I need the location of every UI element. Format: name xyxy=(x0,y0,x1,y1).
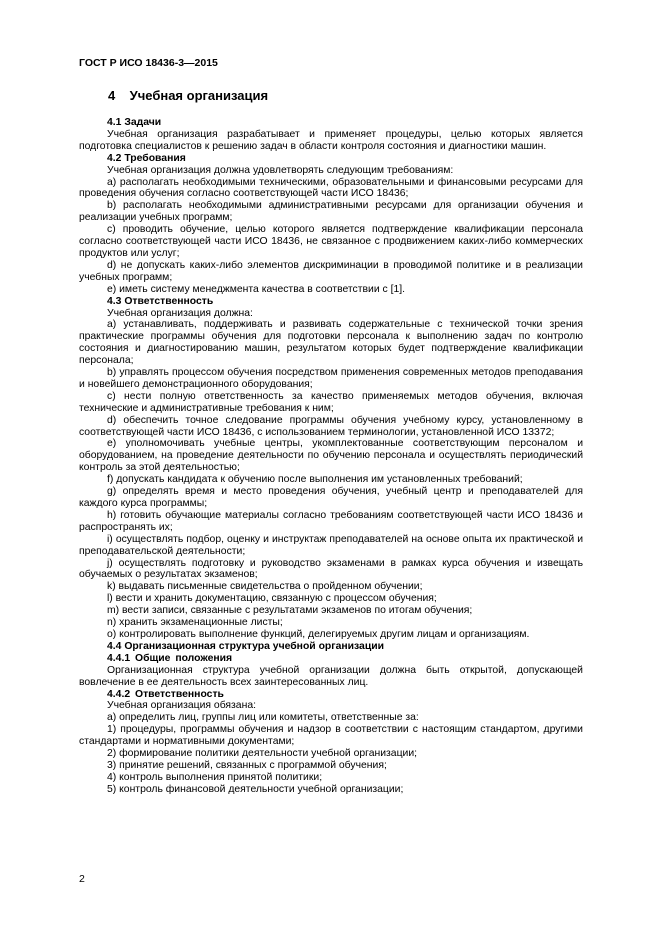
chapter-number: 4 xyxy=(108,88,116,103)
paragraph: d) обеспечить точное следование программы обучения учебному курсу, установленному в соответствующей части ИСО 18436, с использованием терминологии, установленной ИСО 13372; xyxy=(79,414,583,438)
paragraph: 2) формирование политики деятельности учебной организации; xyxy=(107,748,418,760)
paragraph: Учебная организация разрабатывает и применяет процедуры, целью которых является подготовка специалистов к решению задач в области контроля состояния и диагностики машин. xyxy=(79,128,583,152)
paragraph: f) допускать кандидата к обучению после выполнения им установленных требований; xyxy=(107,474,523,486)
paragraph: j) осуществлять подготовку и руководство экзаменами в рамках курса обучения и извещать обучаемых о результатах экзаменов; xyxy=(79,557,583,581)
paragraph: l) вести и хранить документацию, связанную с процессом обучения; xyxy=(107,593,437,605)
paragraph: Учебная организация обязана: xyxy=(107,700,256,712)
chapter-title xyxy=(108,88,268,103)
section-heading: 4.1 Задачи xyxy=(107,117,162,128)
paragraph: 1) процедуры, программы обучения и надзор в соответствии с настоящим стандартом, другими стандартами и нормативными документами; xyxy=(79,724,583,748)
paragraph: а) располагать необходимыми техническими, образовательными и финансовыми ресурсами для проведения обучения согласно соответствующей части ИСО 18436; xyxy=(79,176,583,200)
section-heading: 4.4.1 Общие положения xyxy=(107,652,233,664)
paragraph: k) выдавать письменные свидетельства о пройденном обучении; xyxy=(107,581,423,593)
paragraph: Учебная организация должна удовлетворять следующим требованиям: xyxy=(107,164,454,176)
paragraph: h) готовить обучающие материалы согласно требованиям соответствующей части ИСО 18436 и распространять их; xyxy=(79,509,583,533)
paragraph: c) нести полную ответственность за качество применяемых методов обучения, включая технические и административные требования к ним; xyxy=(79,390,583,414)
paragraph: o) контролировать выполнение функций, делегируемых другим лицам и организациям. xyxy=(107,628,530,640)
paragraph: i) осуществлять подбор, оценку и инструктаж преподавателей на основе опыта их практической и преподавательской деятельности; xyxy=(79,533,583,557)
paragraph: а) устанавливать, поддерживать и развивать содержательные с технической точки зрения практические программы обучения для подготовки персонала к выполнению задач по контролю состояния и диагностированию машин, результатом которых будет подтверждение квалификации персонала; xyxy=(79,319,583,367)
paragraph: b) управлять процессом обучения посредством применения современных методов преподавания и новейшего демонстрационного оборудования; xyxy=(79,367,583,390)
paragraph: c) проводить обучение, целью которого является подтверждение квалификации персонала согласно соответствующей части ИСО 18436, не связанное с продвижением каких-либо коммерческих продуктов или услуг; xyxy=(79,224,583,259)
paragraph: 4) контроль выполнения принятой политики; xyxy=(107,771,323,783)
paragraph: n) хранить экзаменационные листы; xyxy=(107,617,283,629)
paragraph: а) определить лиц, группы лиц или комитеты, ответственные за: xyxy=(107,712,419,724)
document-body xyxy=(79,117,583,796)
paragraph: 5) контроль финансовой деятельности учебной организации; xyxy=(107,783,404,795)
paragraph: e) иметь систему менеджмента качества в соответствии с [1]. xyxy=(107,283,406,295)
section-heading: 4.3 Ответственность xyxy=(107,295,214,307)
paragraph: m) вести записи, связанные с результатами экзаменов по итогам обучения; xyxy=(107,605,473,617)
paragraph: g) определять время и место проведения обучения, учебный центр и преподавателей для каждого курса программы; xyxy=(79,486,583,509)
paragraph: e) уполномочивать учебные центры, укомплектованные соответствующим персоналом и оборудованием, на проведение деятельности по обучению персонала и осуществлять периодический контроль за этой деятельностью; xyxy=(79,438,583,474)
chapter-title-text: Учебная организация xyxy=(129,88,269,103)
page-number: 2 xyxy=(79,873,85,885)
section-heading: 4.4.2 Ответственность xyxy=(107,688,224,700)
section-heading: 4.4 Организационная структура учебной организации xyxy=(107,640,385,652)
paragraph: b) располагать необходимыми административными ресурсами для организации обучения и реализации учебных программ; xyxy=(79,200,583,224)
paragraph: d) не допускать каких-либо элементов дискриминации в проводимой политике и в реализации учебных программ; xyxy=(79,259,583,283)
paragraph: Учебная организация должна: xyxy=(107,307,253,319)
paragraph: 3) принятие решений, связанных с программой обучения; xyxy=(107,759,387,771)
paragraph: Организационная структура учебной организации должна быть открытой, допускающей вовлечение в ее деятельность всех заинтересованных лиц. xyxy=(79,664,583,688)
document-header: ГОСТ Р ИСО 18436-3—2015 xyxy=(79,57,218,69)
section-heading: 4.2 Требования xyxy=(107,152,186,164)
